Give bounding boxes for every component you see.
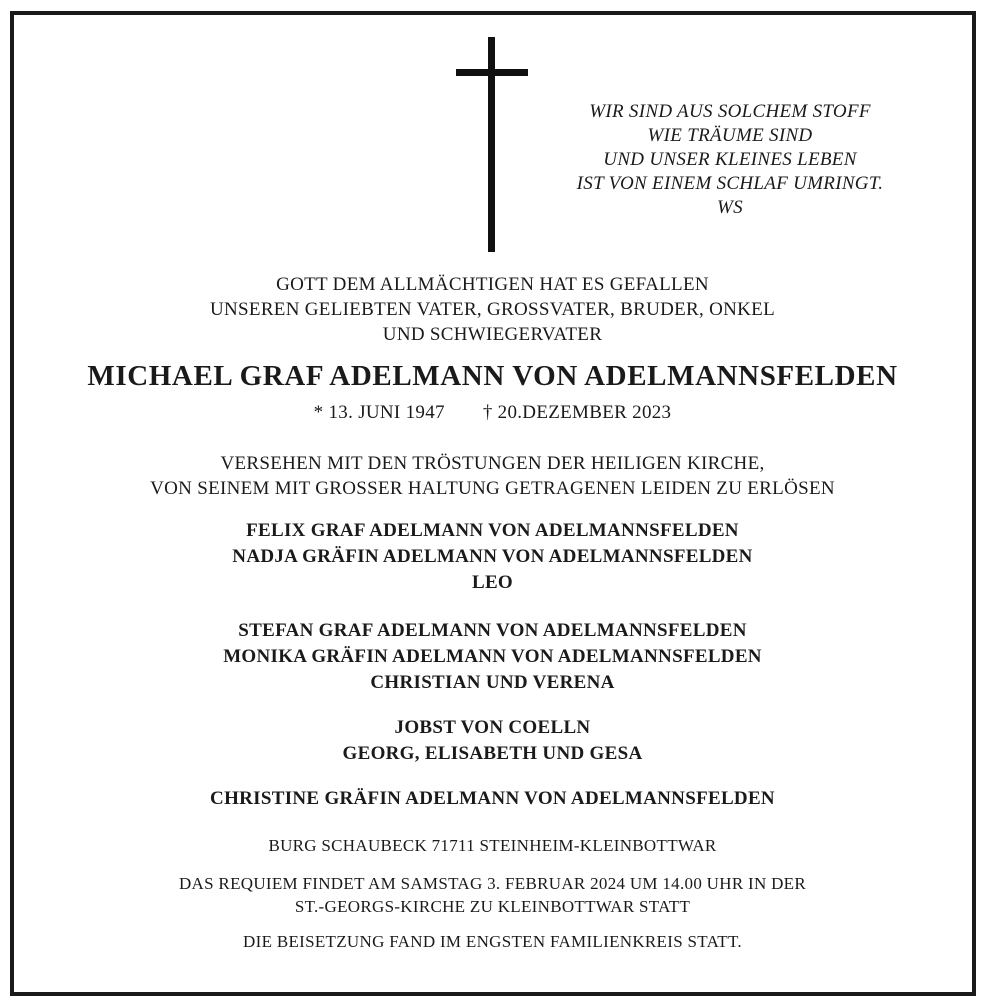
intro-line: UNSEREN GELIEBTEN VATER, GROSSVATER, BRUDER, ONKEL (210, 299, 775, 320)
intro-line: GOTT DEM ALLMÄCHTIGEN HAT ES GEFALLEN (276, 274, 709, 295)
quote-author: WS (717, 197, 743, 218)
mourner-name: GEORG, ELISABETH UND GESA (342, 743, 643, 764)
mourner-name: MONIKA GRÄFIN ADELMANN VON ADELMANNSFELDEN (223, 646, 762, 667)
requiem-line: ST.-GEORGS-KIRCHE ZU KLEINBOTTWAR STATT (294, 897, 691, 916)
mourner-name: JOBST VON COELLN (394, 717, 591, 738)
quote-line: WIE TRÄUME SIND (647, 125, 813, 146)
death-date: † 20.DEZEMBER 2023 (482, 402, 672, 423)
mourner-name: CHRISTIAN UND VERENA (370, 672, 615, 693)
mourner-name: FELIX GRAF ADELMANN VON ADELMANNSFELDEN (246, 520, 739, 541)
birth-date: * 13. JUNI 1947 (313, 402, 445, 423)
requiem-line: DAS REQUIEM FINDET AM SAMSTAG 3. FEBRUAR 2024 UM 14.00 UHR IN DER (178, 874, 807, 893)
epigraph-quote (520, 100, 940, 220)
quote-line: WIR SIND AUS SOLCHEM STOFF (589, 101, 871, 122)
address: BURG SCHAUBECK 71711 STEINHEIM-KLEINBOTTWAR (268, 836, 717, 855)
burial-note: DIE BEISETZUNG FAND IM ENGSTEN FAMILIENKREIS STATT. (243, 932, 742, 951)
mourner-name: LEO (471, 572, 514, 593)
quote-line: UND UNSER KLEINES LEBEN (603, 149, 857, 170)
body-line: VON SEINEM MIT GROSSER HALTUNG GETRAGENEN LEIDEN ZU ERLÖSEN (150, 478, 835, 499)
mourner-name: NADJA GRÄFIN ADELMANN VON ADELMANNSFELDEN (232, 546, 753, 567)
cross-horizontal-bar (456, 69, 528, 76)
intro-line: UND SCHWIEGERVATER (382, 324, 603, 345)
quote-line: IST VON EINEM SCHLAF UMRINGT. (576, 173, 884, 194)
body-line: VERSEHEN MIT DEN TRÖSTUNGEN DER HEILIGEN KIRCHE, (220, 453, 765, 474)
mourner-name: STEFAN GRAF ADELMANN VON ADELMANNSFELDEN (238, 620, 747, 641)
mourner-name: CHRISTINE GRÄFIN ADELMANN VON ADELMANNSFELDEN (210, 788, 775, 809)
deceased-name: MICHAEL GRAF ADELMANN VON ADELMANNSFELDEN (87, 360, 898, 392)
life-dates (0, 402, 985, 424)
